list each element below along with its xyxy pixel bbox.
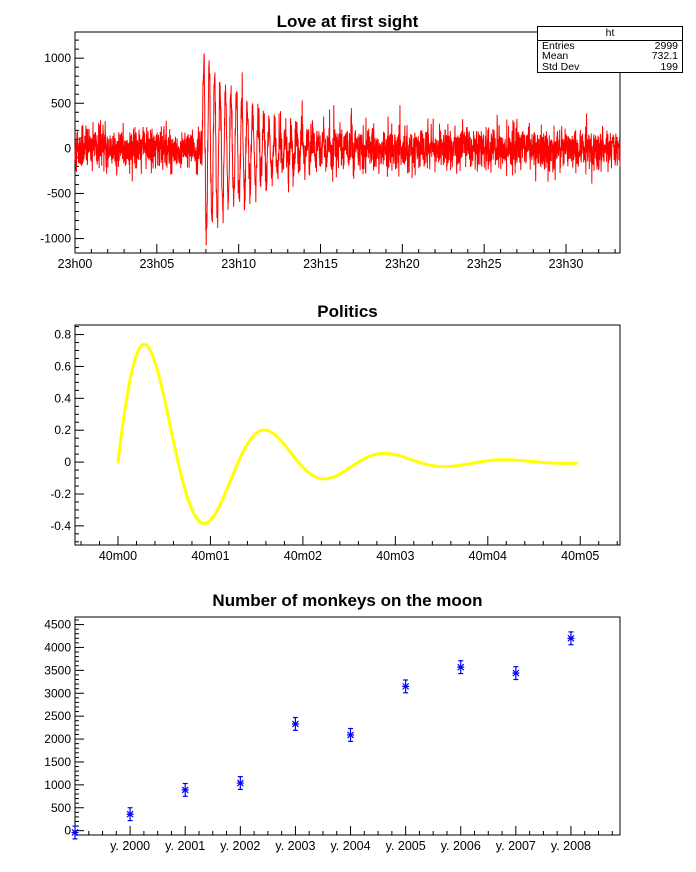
x-tick-label: 23h00 [57,257,93,271]
y-tick-label: -1000 [40,231,71,246]
x-tick-label: y. 2001 [165,839,206,853]
stats-box-header: ht [538,27,682,41]
stats-value: 199 [660,60,678,73]
data-point [237,777,244,790]
y-tick-label: 0.6 [54,359,71,374]
x-axis [58,244,615,271]
y-tick-label: 0.4 [54,391,71,406]
x-tick-label: y. 2005 [385,839,426,853]
x-tick-label: y. 2000 [110,839,151,853]
y-tick-label: 1000 [44,777,71,792]
pad-1 [40,32,620,271]
y-tick-label: 500 [50,800,71,815]
stats-value: 2999 [654,40,678,52]
scatter-series [72,632,575,839]
x-tick-label: y. 2008 [550,839,591,853]
y-tick-label: -0.4 [50,518,71,533]
data-point [567,632,574,645]
x-tick-label: 40m05 [561,549,600,563]
y-tick-label: 3000 [44,686,71,701]
y-tick-label: 0 [64,455,71,470]
y-tick-label: 3500 [44,663,71,678]
x-tick-label: 23h20 [384,257,420,271]
x-tick-label: 23h30 [548,257,584,271]
data-point [512,667,519,680]
y-tick-label: 0 [64,823,71,838]
x-tick-label: 40m04 [468,549,507,563]
data-point [127,808,134,821]
y-axis [44,618,84,838]
y-tick-label: 4000 [44,640,71,655]
y-tick-label: 1500 [44,754,71,769]
x-tick-label: 40m03 [376,549,415,563]
y-tick-label: 4500 [44,617,71,632]
data-point [457,661,464,674]
x-tick-label: y. 2007 [495,839,536,853]
stats-label: Mean [542,50,569,63]
plot-frame [75,325,620,545]
y-tick-label: 500 [50,96,71,111]
pad1-title: Love at first sight [276,12,419,31]
x-tick-label: 40m02 [283,549,323,563]
function-curve [118,344,577,523]
pad-2 [50,325,620,563]
x-tick-label: y. 2003 [275,839,316,853]
y-tick-label: 0 [64,141,71,156]
data-point [72,826,79,839]
y-tick-label: -0.2 [50,486,71,501]
data-point [402,680,409,693]
x-tick-label: 40m01 [191,549,230,563]
x-tick-label: y. 2002 [220,839,261,853]
y-tick-label: 2500 [44,709,71,724]
y-tick-label: -500 [46,186,71,201]
data-point [347,729,354,742]
stats-label: Entries [542,40,575,52]
x-tick-label: y. 2006 [440,839,481,853]
data-point [182,783,189,796]
waveform-series [75,54,620,246]
pad2-title: Politics [317,302,378,321]
y-tick-label: 0.2 [54,423,71,438]
plot-frame [75,617,620,835]
stats-value: 732.1 [651,50,678,63]
stats-box [537,26,683,73]
x-tick-label: 23h25 [466,257,502,271]
y-tick-label: 2000 [44,732,71,747]
x-axis [81,536,617,563]
pad-3 [44,617,620,853]
y-tick-label: 1000 [44,51,71,66]
x-tick-label: 23h10 [221,257,257,271]
y-tick-label: 0.8 [54,327,71,342]
pad3-title: Number of monkeys on the moon [212,591,483,610]
x-tick-label: 23h15 [303,257,338,271]
stats-row [538,62,682,72]
y-axis [50,327,84,542]
x-tick-label: 40m00 [98,549,138,563]
stats-label: Std Dev [542,60,580,73]
data-point [292,718,299,731]
x-tick-label: y. 2004 [330,839,371,853]
x-tick-label: 23h05 [139,257,175,271]
x-axis [75,826,612,853]
